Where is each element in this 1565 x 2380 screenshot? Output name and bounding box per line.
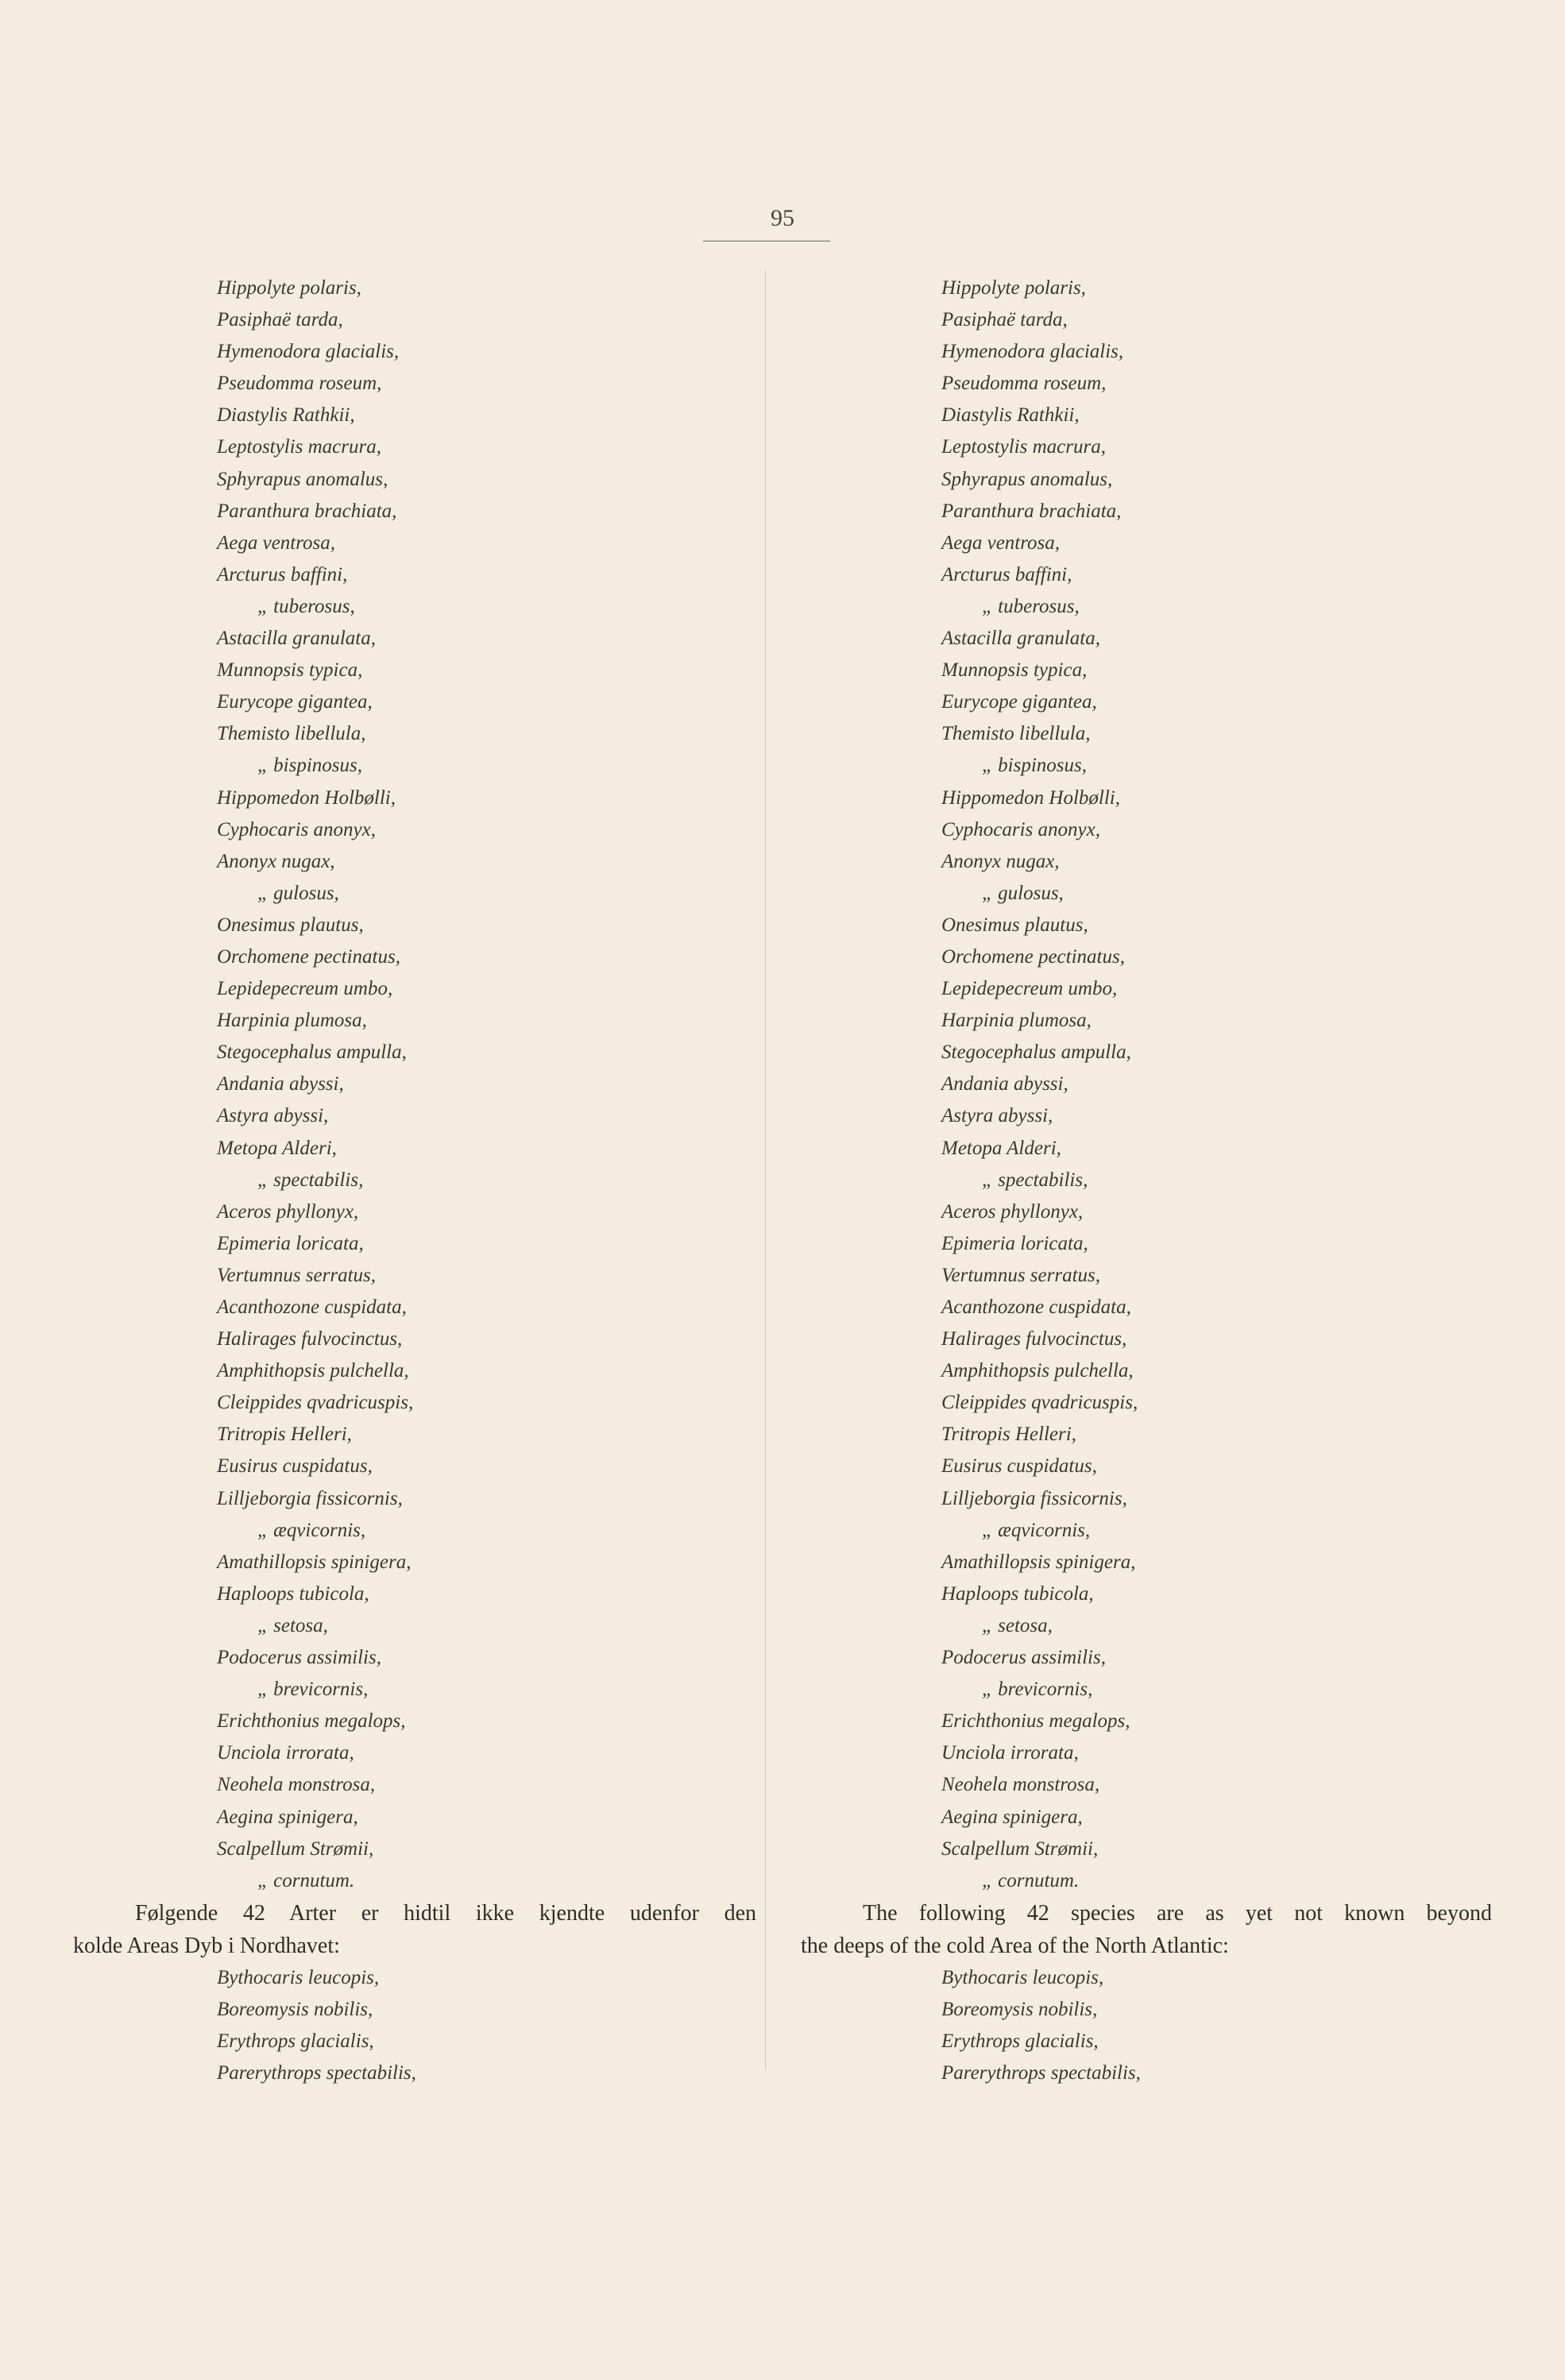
species-entry: „ gulosus,: [257, 882, 339, 904]
species-entry: Onesimus plautus,: [217, 914, 364, 936]
species-entry: Boreomysis nobilis,: [941, 1998, 1098, 2020]
species-entry: Scalpellum Strømii,: [941, 1837, 1099, 1860]
species-entry: Pasiphaë tarda,: [217, 309, 343, 331]
species-entry: Astacilla granulata,: [941, 628, 1100, 650]
left-note-line-2: kolde Areas Dyb i Nordhavet:: [73, 1933, 340, 1958]
species-entry: Cyphocaris anonyx,: [217, 818, 376, 840]
species-entry: „ brevicornis,: [982, 1679, 1093, 1701]
species-entry: „ tuberosus,: [982, 595, 1080, 617]
species-entry: Tritropis Helleri,: [941, 1424, 1076, 1446]
species-entry: Diastylis Rathkii,: [941, 404, 1080, 427]
species-entry: Aega ventrosa,: [217, 531, 336, 554]
species-entry: Leptostylis macrura,: [941, 436, 1106, 458]
species-entry: Bythocaris leucopis,: [217, 1966, 380, 1988]
species-entry: Bythocaris leucopis,: [941, 1966, 1104, 1988]
species-entry: Themisto libellula,: [217, 723, 366, 745]
species-entry: Epimeria loricata,: [217, 1232, 364, 1254]
right-note-line-1: The following 42 species are as yet not known beyond: [863, 1900, 1492, 1926]
species-entry: Hippolyte polaris,: [941, 277, 1086, 299]
species-entry: Stegocephalus ampulla,: [217, 1041, 407, 1064]
species-entry: „ cornutum.: [982, 1869, 1080, 1891]
left-column-norwegian: [73, 272, 756, 2089]
species-entry: Sphyrapus anomalus,: [941, 468, 1113, 490]
species-entry: „ bispinosus,: [982, 755, 1087, 777]
species-entry: Cleippides qvadricuspis,: [217, 1392, 414, 1414]
species-entry: Orchomene pectinatus,: [217, 945, 400, 968]
species-entry: „ cornutum.: [257, 1869, 355, 1891]
species-entry: Scalpellum Strømii,: [217, 1837, 374, 1860]
species-entry: Sphyrapus anomalus,: [217, 468, 388, 490]
species-entry: Unciola irrorata,: [217, 1742, 354, 1764]
species-entry: Cleippides qvadricuspis,: [941, 1392, 1138, 1414]
species-entry: Leptostylis macrura,: [217, 436, 381, 458]
species-entry: Arcturus baffini,: [941, 563, 1072, 585]
species-entry: Halirages fulvocinctus,: [941, 1328, 1127, 1350]
right-note-line-2: the deeps of the cold Area of the North Atlantic:: [801, 1933, 1229, 1958]
species-entry: „ tuberosus,: [257, 595, 355, 617]
species-entry: Pseudomma roseum,: [941, 373, 1107, 395]
species-entry: Andania abyssi,: [217, 1073, 344, 1095]
species-entry: „ spectabilis,: [257, 1169, 364, 1191]
species-entry: „ setosa,: [257, 1614, 328, 1636]
species-entry: Paranthura brachiata,: [941, 500, 1122, 522]
species-entry: Hippomedon Holbølli,: [217, 786, 396, 809]
species-entry: Acanthozone cuspidata,: [941, 1296, 1131, 1318]
species-entry: Orchomene pectinatus,: [941, 945, 1125, 968]
species-entry: Neohela monstrosa,: [217, 1774, 376, 1796]
species-entry: Astyra abyssi,: [217, 1105, 329, 1127]
species-entry: Eurycope gigantea,: [217, 691, 373, 713]
species-entry: Hippolyte polaris,: [217, 277, 361, 299]
species-entry: Eusirus cuspidatus,: [941, 1455, 1097, 1478]
left-note-paragraph: [73, 1897, 756, 1962]
species-entry: Anonyx nugax,: [217, 850, 335, 872]
species-entry: Lilljeborgia fissicornis,: [217, 1487, 403, 1509]
species-entry: Erythrops glacialis,: [217, 2030, 374, 2052]
species-entry: Munnopsis typica,: [217, 659, 363, 682]
species-entry: Eurycope gigantea,: [941, 691, 1097, 713]
species-entry: Lilljeborgia fissicornis,: [941, 1487, 1127, 1509]
species-entry: Erichthonius megalops,: [941, 1710, 1130, 1733]
species-entry: Pseudomma roseum,: [217, 373, 382, 395]
left-note-line-1: Følgende 42 Arter er hidtil ikke kjendte udenfor den: [135, 1900, 756, 1926]
species-entry: Lepidepecreum umbo,: [941, 978, 1118, 1000]
species-entry: Onesimus plautus,: [941, 914, 1088, 936]
species-entry: Aegina spinigera,: [217, 1806, 358, 1828]
left-species-list-after: [73, 1962, 756, 2089]
left-species-list: [73, 272, 756, 1897]
species-entry: Stegocephalus ampulla,: [941, 1041, 1131, 1064]
species-entry: Podocerus assimilis,: [217, 1647, 381, 1669]
species-entry: Harpinia plumosa,: [941, 1010, 1092, 1032]
species-entry: Munnopsis typica,: [941, 659, 1088, 682]
species-entry: Anonyx nugax,: [941, 850, 1060, 872]
species-entry: Boreomysis nobilis,: [217, 1998, 373, 2020]
species-entry: Parerythrops spectabilis,: [941, 2062, 1141, 2084]
species-entry: Aegina spinigera,: [941, 1806, 1083, 1828]
species-entry: „ spectabilis,: [982, 1169, 1088, 1191]
species-entry: „ æqvicornis,: [982, 1519, 1091, 1541]
species-entry: Haploops tubicola,: [941, 1582, 1094, 1605]
species-entry: Hymenodora glacialis,: [217, 341, 400, 363]
species-entry: Aega ventrosa,: [941, 531, 1061, 554]
species-entry: Cyphocaris anonyx,: [941, 818, 1100, 840]
species-entry: „ æqvicornis,: [257, 1519, 366, 1541]
species-entry: Neohela monstrosa,: [941, 1774, 1100, 1796]
right-species-list-after: [801, 1962, 1492, 2089]
species-entry: Aceros phyllonyx,: [941, 1200, 1084, 1223]
page-number: 95: [771, 205, 794, 231]
species-entry: Amathillopsis spinigera,: [941, 1551, 1136, 1573]
species-entry: Paranthura brachiata,: [217, 500, 397, 522]
species-entry: Acanthozone cuspidata,: [217, 1296, 407, 1318]
species-entry: Amphithopsis pulchella,: [941, 1360, 1134, 1382]
species-entry: „ setosa,: [982, 1614, 1053, 1636]
species-entry: Andania abyssi,: [941, 1073, 1068, 1095]
species-entry: Haploops tubicola,: [217, 1582, 369, 1605]
species-entry: Metopa Alderi,: [217, 1137, 337, 1159]
species-entry: Erichthonius megalops,: [217, 1710, 406, 1733]
species-entry: Themisto libellula,: [941, 723, 1091, 745]
species-entry: Astyra abyssi,: [941, 1105, 1053, 1127]
species-entry: Epimeria loricata,: [941, 1232, 1088, 1254]
species-entry: Aceros phyllonyx,: [217, 1200, 359, 1223]
column-divider: [765, 270, 766, 2069]
right-note-paragraph: [801, 1897, 1492, 1962]
right-species-list: [801, 272, 1492, 1897]
species-entry: Vertumnus serratus,: [217, 1264, 377, 1286]
species-entry: Amphithopsis pulchella,: [217, 1360, 409, 1382]
species-entry: Hippomedon Holbølli,: [941, 786, 1120, 809]
species-entry: Hymenodora glacialis,: [941, 341, 1124, 363]
species-entry: Lepidepecreum umbo,: [217, 978, 393, 1000]
species-entry: Metopa Alderi,: [941, 1137, 1061, 1159]
species-entry: Eusirus cuspidatus,: [217, 1455, 373, 1478]
species-entry: Pasiphaë tarda,: [941, 309, 1068, 331]
species-entry: Vertumnus serratus,: [941, 1264, 1101, 1286]
species-entry: „ bispinosus,: [257, 755, 362, 777]
species-entry: „ brevicornis,: [257, 1679, 369, 1701]
species-entry: Halirages fulvocinctus,: [217, 1328, 403, 1350]
species-entry: „ gulosus,: [982, 882, 1064, 904]
species-entry: Arcturus baffini,: [217, 563, 348, 585]
species-entry: Astacilla granulata,: [217, 628, 376, 650]
species-entry: Erythrops glacialis,: [941, 2030, 1099, 2052]
species-entry: Podocerus assimilis,: [941, 1647, 1106, 1669]
species-entry: Tritropis Helleri,: [217, 1424, 352, 1446]
right-column-english: [801, 272, 1492, 2089]
species-entry: Parerythrops spectabilis,: [217, 2062, 416, 2084]
species-entry: Amathillopsis spinigera,: [217, 1551, 412, 1573]
species-entry: Unciola irrorata,: [941, 1742, 1079, 1764]
species-entry: Diastylis Rathkii,: [217, 404, 355, 427]
species-entry: Harpinia plumosa,: [217, 1010, 367, 1032]
